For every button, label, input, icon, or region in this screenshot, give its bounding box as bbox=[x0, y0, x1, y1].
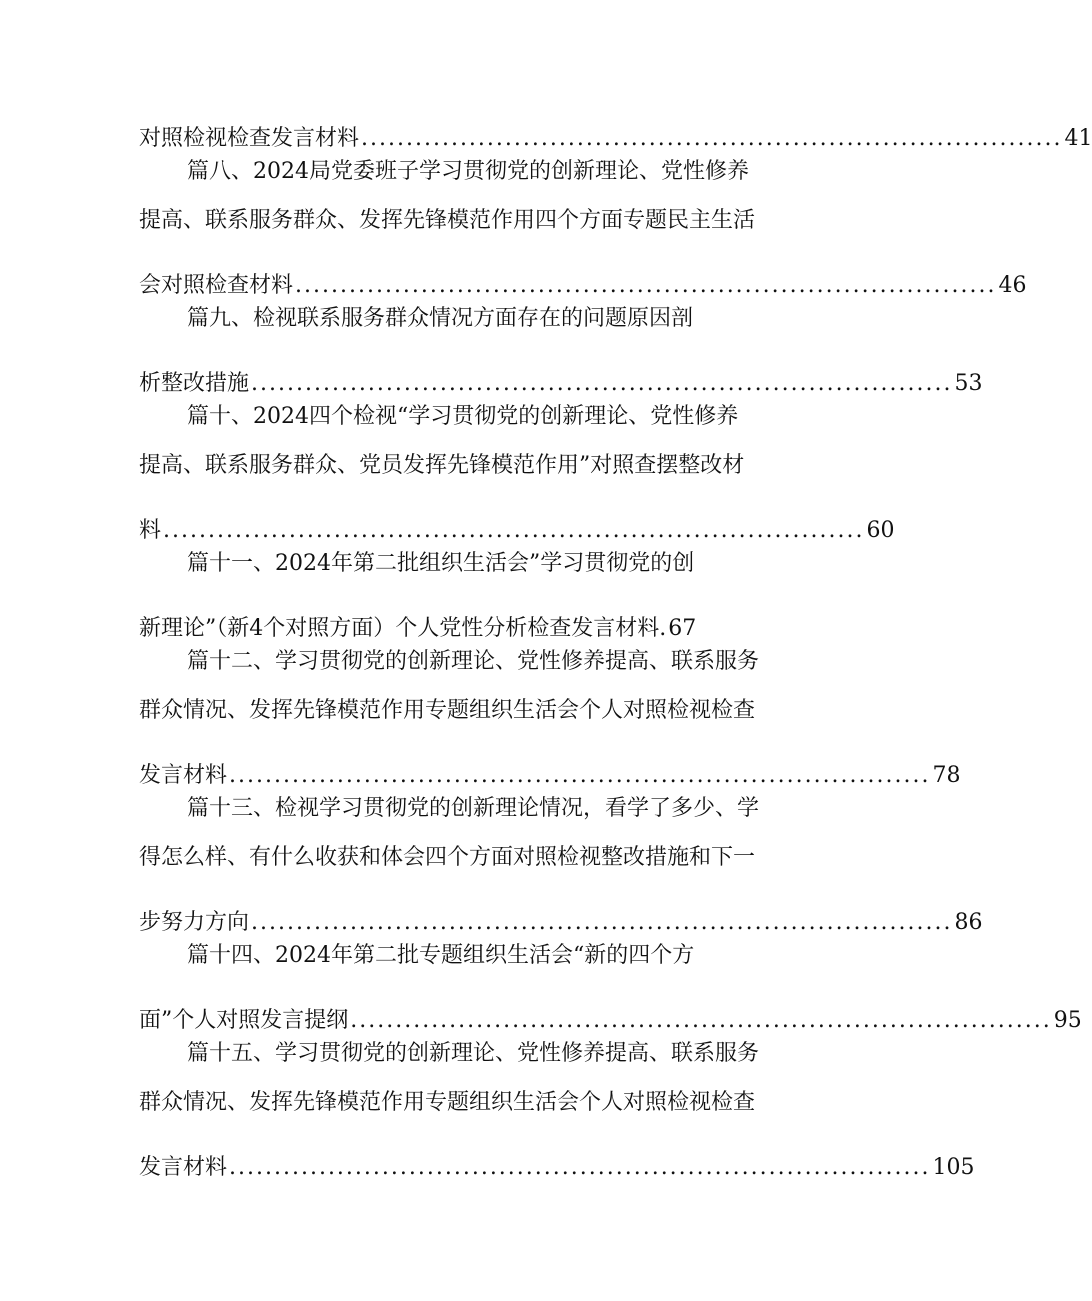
toc-entry-line[interactable] bbox=[187, 794, 782, 840]
dot-leader: .............................................................................. bbox=[361, 126, 1063, 151]
toc-entry-text: 步努力方向 bbox=[139, 910, 250, 935]
dot-leader: .............................................................................. bbox=[163, 518, 865, 543]
dot-leader: .............................................................................. bbox=[251, 910, 953, 935]
toc-entry-text: 篇十五、学习贯彻党的创新理论、党性修养提高、联系服务 bbox=[187, 1041, 760, 1066]
toc-entry-text: 提高、联系服务群众、发挥先锋模范作用四个方面专题民主生活 bbox=[139, 208, 756, 233]
toc-entry-line[interactable] bbox=[139, 206, 782, 252]
toc-entry-text: 发言材料 bbox=[139, 763, 228, 788]
toc-entry-line[interactable] bbox=[187, 304, 782, 350]
toc-entry-line[interactable] bbox=[139, 990, 1082, 1036]
toc-entry-line[interactable] bbox=[139, 500, 895, 546]
toc-entry-text: 篇十一、2024年第二批组织生活会”学习贯彻党的创 bbox=[187, 551, 695, 576]
toc-entry-line[interactable] bbox=[139, 696, 782, 742]
toc-entry-text: 群众情况、发挥先锋模范作用专题组织生活会个人对照检视检查 bbox=[139, 1090, 756, 1115]
toc-entry-line[interactable] bbox=[187, 549, 782, 595]
toc-page-number: 78 bbox=[932, 763, 961, 788]
toc-entry-text: 篇十四、2024年第二批专题组织生活会“新的四个方 bbox=[187, 943, 695, 968]
toc-entry-line[interactable] bbox=[139, 1137, 975, 1183]
toc-entry-line[interactable] bbox=[139, 353, 983, 399]
toc-entry-text: 提高、联系服务群众、党员发挥先锋模范作用”对照查摆整改材 bbox=[139, 453, 745, 478]
toc-entry-text: 篇十、2024四个检视“学习贯彻党的创新理论、党性修养 bbox=[187, 404, 739, 429]
toc-entry-text: 发言材料 bbox=[139, 1155, 228, 1180]
toc-entry-line[interactable] bbox=[187, 157, 782, 203]
dot-leader: .............................................................................. bbox=[295, 273, 997, 298]
dot-leader: .............................................................................. bbox=[251, 371, 953, 396]
toc-entry-line[interactable] bbox=[139, 108, 1092, 154]
toc-entry-text: 篇十三、检视学习贯彻党的创新理论情况，看学了多少、学 bbox=[187, 796, 760, 821]
dot-leader: .............................................................................. bbox=[229, 1155, 931, 1180]
toc-page-number: 86 bbox=[954, 910, 983, 935]
toc-entry-line[interactable] bbox=[139, 598, 782, 644]
toc-entry-line[interactable] bbox=[187, 941, 782, 987]
toc-entry-line[interactable] bbox=[139, 451, 782, 497]
toc-entry-text: 对照检视检查发言材料 bbox=[139, 126, 360, 151]
toc-page-number: 67 bbox=[668, 616, 697, 641]
toc-entry-text: 篇八、2024局党委班子学习贯彻党的创新理论、党性修养 bbox=[187, 159, 749, 184]
toc-entry-line[interactable] bbox=[187, 647, 782, 693]
toc-entry-line[interactable] bbox=[139, 745, 961, 791]
toc-page-number: 41 bbox=[1064, 126, 1092, 151]
toc-entry-text: 会对照检查材料 bbox=[139, 273, 294, 298]
toc-entry-text: 新理论”（新4个对照方面）个人党性分析检查发言材料. bbox=[139, 616, 667, 641]
toc-entry-text: 析整改措施 bbox=[139, 371, 250, 396]
toc-entry-line[interactable] bbox=[139, 255, 1027, 301]
toc-entry-line[interactable] bbox=[187, 402, 782, 448]
toc-entry-text: 群众情况、发挥先锋模范作用专题组织生活会个人对照检视检查 bbox=[139, 698, 756, 723]
toc-entry-text: 篇九、检视联系服务群众情况方面存在的问题原因剖 bbox=[187, 306, 694, 331]
toc-entry-text: 得怎么样、有什么收获和体会四个方面对照检视整改措施和下一 bbox=[139, 845, 756, 870]
toc-entry-text: 篇十二、学习贯彻党的创新理论、党性修养提高、联系服务 bbox=[187, 649, 760, 674]
toc-entry-line[interactable] bbox=[139, 1088, 782, 1134]
toc-page-number: 60 bbox=[866, 518, 895, 543]
toc-entry-line[interactable] bbox=[187, 1039, 782, 1085]
toc-page-number: 46 bbox=[998, 273, 1027, 298]
toc-page-number: 53 bbox=[954, 371, 983, 396]
toc-entry-line[interactable] bbox=[139, 843, 782, 889]
toc-page-number: 105 bbox=[932, 1155, 975, 1180]
toc-entry-text: 料 bbox=[139, 518, 162, 543]
toc-entry-text: 面”个人对照发言提纲 bbox=[139, 1008, 349, 1033]
toc-page-number: 95 bbox=[1053, 1008, 1082, 1033]
toc-entry-line[interactable] bbox=[139, 892, 983, 938]
dot-leader: .............................................................................. bbox=[350, 1008, 1052, 1033]
dot-leader: .............................................................................. bbox=[229, 763, 931, 788]
